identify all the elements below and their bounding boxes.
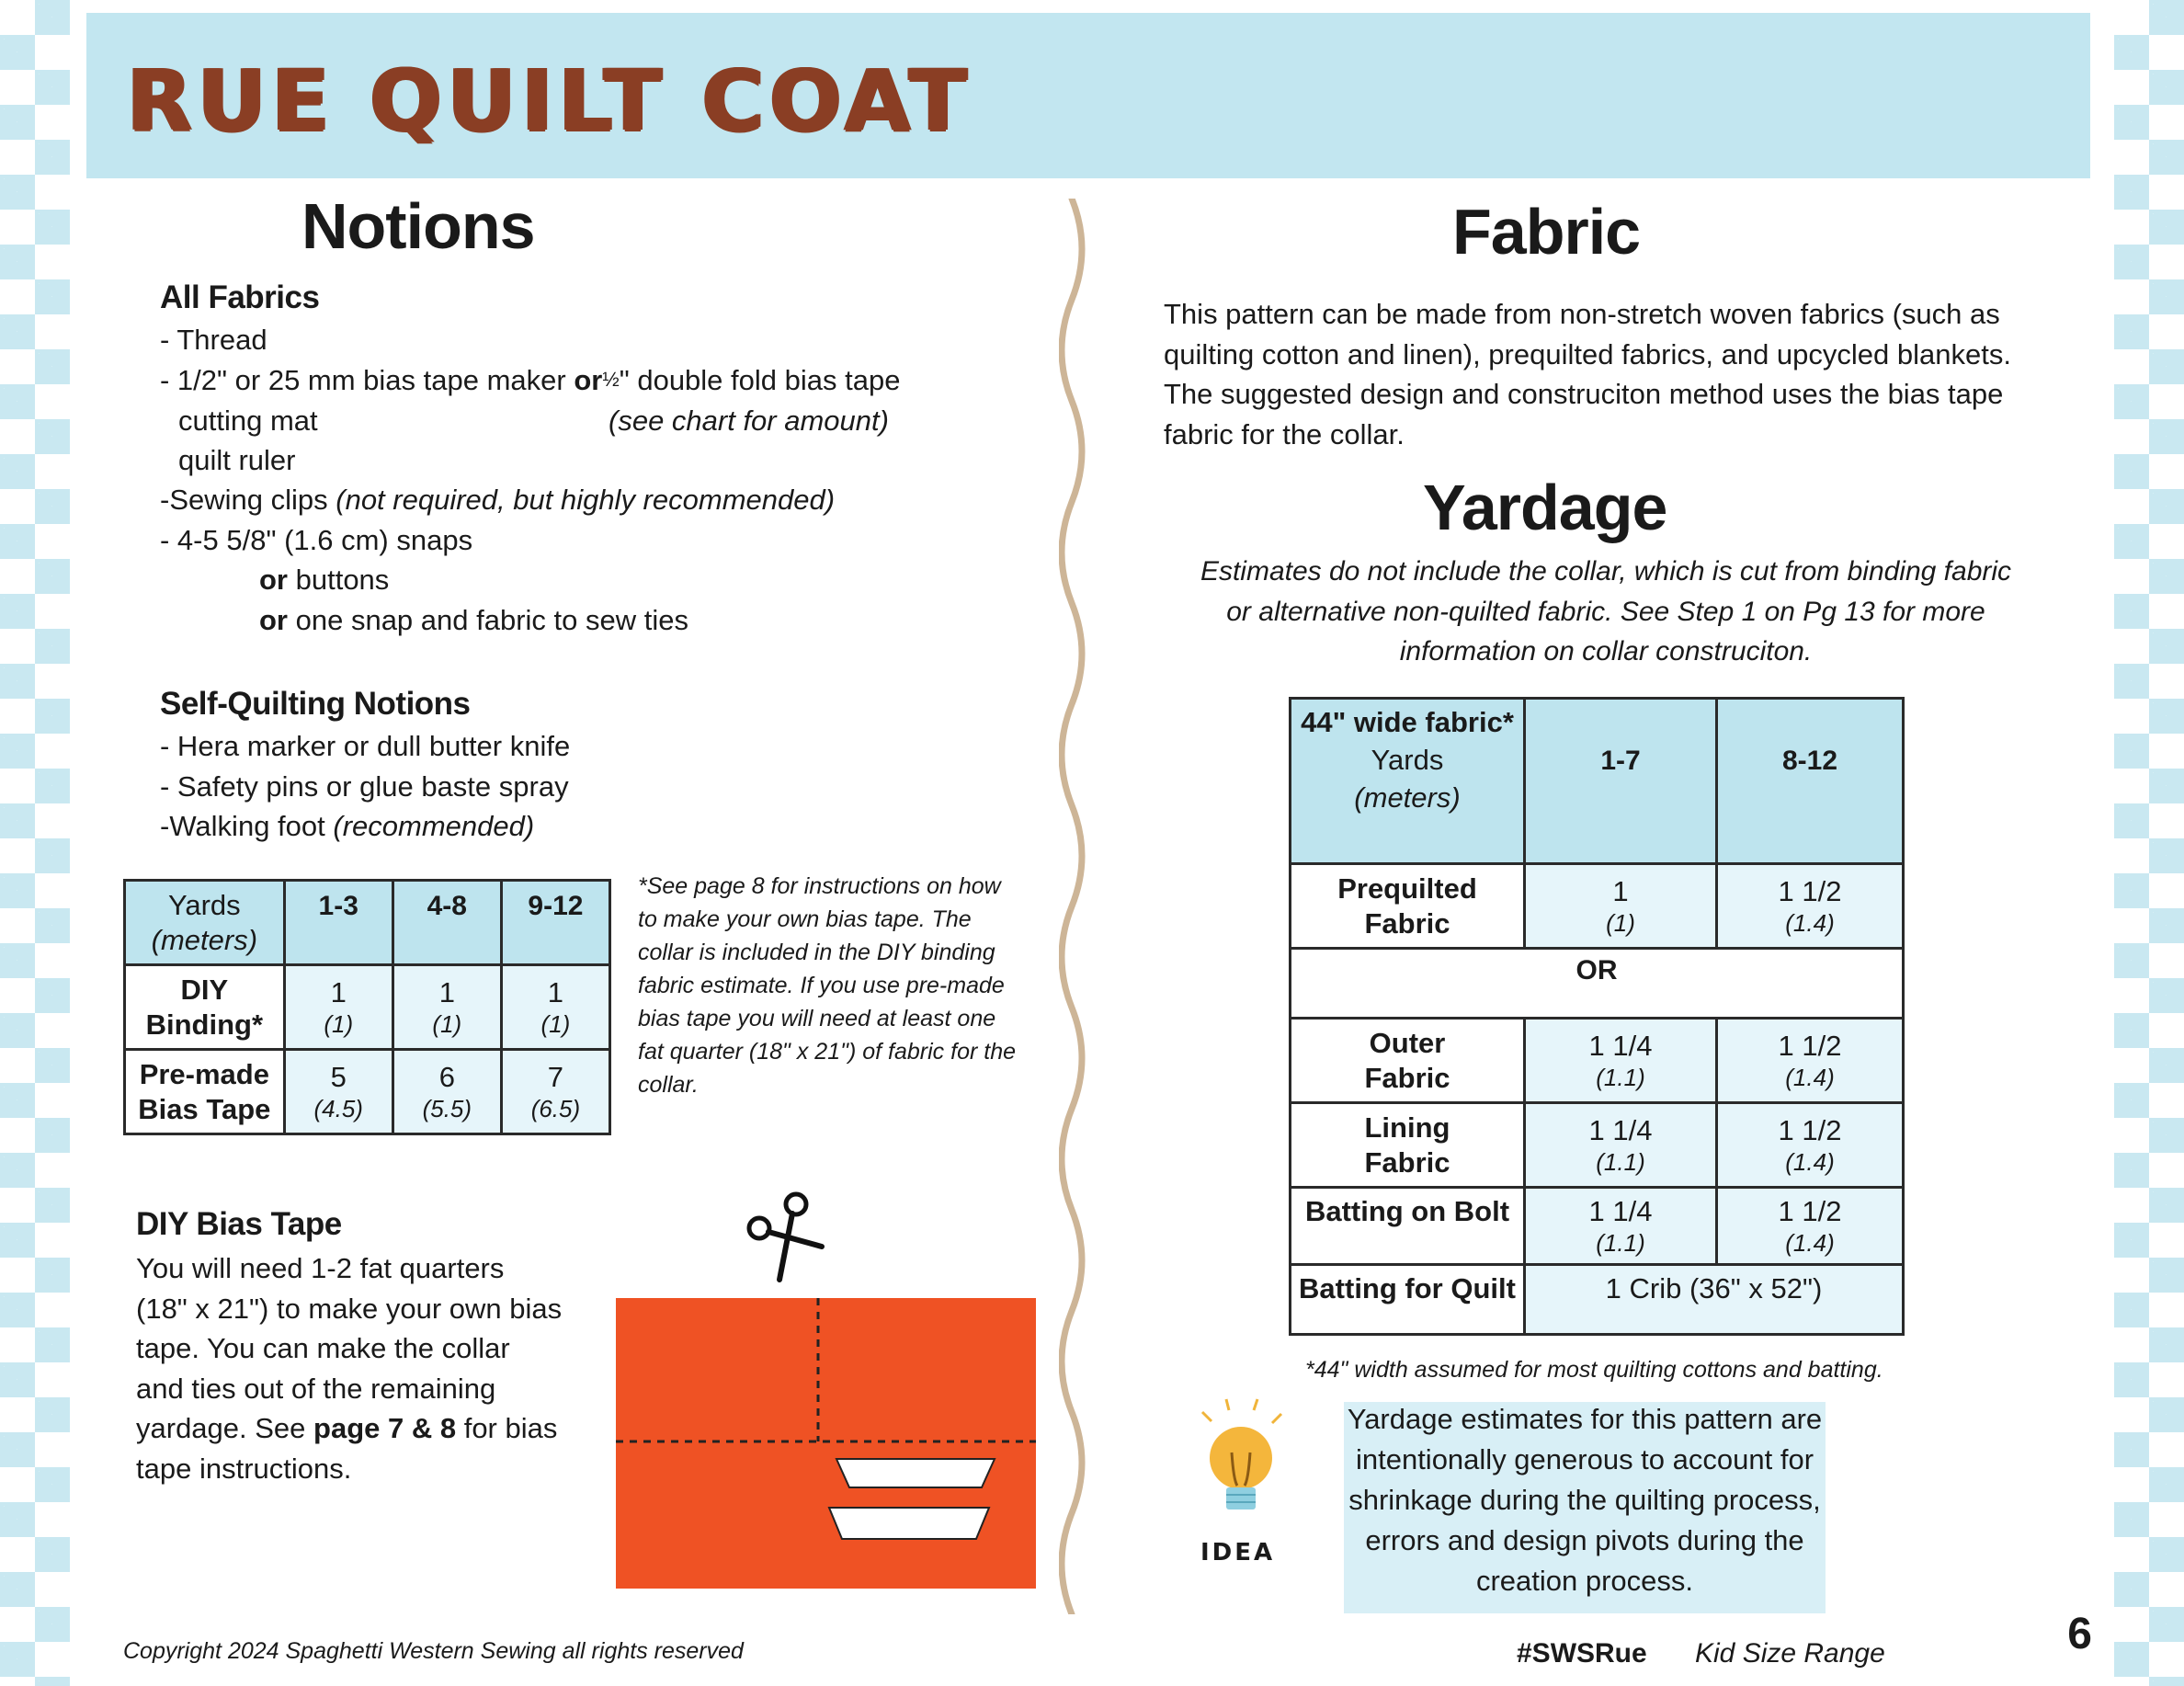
cutting-lines	[616, 1298, 1036, 1589]
notion-quilt-ruler: quilt ruler	[178, 444, 296, 476]
table-row	[1291, 699, 1904, 864]
notion-snaps: - 4-5 5/8" (1.6 cm) snaps	[160, 524, 473, 556]
or-divider-row: OR	[1291, 949, 1904, 1019]
diy-bias-tape-heading: DIY Bias Tape	[136, 1206, 342, 1242]
row-label-diy-binding: DIY Binding*	[125, 965, 285, 1050]
header-band	[86, 13, 2090, 178]
table-cell: 1 (1)	[392, 965, 501, 1050]
notion-bias-tape-maker: - 1/2" or 25 mm bias tape maker or½" double fold bias tape	[160, 364, 901, 396]
table-cell: 5 (4.5)	[284, 1050, 392, 1134]
table-row	[125, 1050, 610, 1134]
notion-cutting-mat: cutting mat	[178, 404, 318, 437]
table-row	[1291, 1188, 1904, 1265]
table-row	[1291, 1019, 1904, 1103]
self-quilting-heading: Self-Quilting Notions	[160, 686, 471, 722]
table-row	[125, 965, 610, 1050]
page-number: 6	[2067, 1610, 2092, 1658]
table-cell: 7 (6.5)	[501, 1050, 609, 1134]
table-cell: 1 1/2 (1.4)	[1717, 864, 1904, 949]
wavy-divider	[1059, 199, 1096, 1614]
table-header-size: 1-7	[1525, 699, 1717, 864]
fabric-heading: Fabric	[1452, 196, 1641, 268]
table-header-yards: Yards (meters)	[125, 881, 285, 965]
yardage-table	[1289, 697, 1905, 1336]
table-header-size: 1-3	[284, 881, 392, 965]
table-cell: 1 Crib (36" x 52")	[1525, 1265, 1904, 1335]
fabric-description: This pattern can be made from non-stretch woven fabrics (such as quilting cotton and linen), prequilted fabrics, and upcycled blankets. The suggested design and construciton method uses the bias tape fabric for the collar.	[1164, 298, 2011, 450]
table-cell: 6 (5.5)	[392, 1050, 501, 1134]
yardage-heading: Yardage	[1423, 472, 1667, 543]
table-cell: 1 (1)	[284, 965, 392, 1050]
scissors-icon	[743, 1191, 835, 1283]
table-cell: 1 1/4 (1.1)	[1525, 1019, 1717, 1103]
lightbulb-icon	[1189, 1397, 1291, 1535]
notion-thread: - Thread	[160, 324, 267, 356]
table-row	[125, 881, 610, 965]
notion-see-chart: (see chart for amount)	[609, 404, 889, 437]
fat-quarter-illustration	[616, 1298, 1036, 1589]
row-label-prequilted: Prequilted Fabric	[1291, 864, 1525, 949]
binding-table	[123, 879, 611, 1135]
table-cell: 1 1/4 (1.1)	[1525, 1188, 1717, 1265]
bias-strip-shape	[829, 1508, 989, 1539]
notions-heading: Notions	[301, 190, 535, 262]
table-cell: 1 (1)	[1525, 864, 1717, 949]
notion-sewing-clips: -Sewing clips (not required, but highly recommended)	[160, 484, 836, 516]
table-header-size: 8-12	[1717, 699, 1904, 864]
all-fabrics-heading: All Fabrics	[160, 279, 320, 315]
page-title: RUE QUILT COAT	[127, 51, 973, 150]
row-label-lining-fabric: Lining Fabric	[1291, 1103, 1525, 1188]
row-label-batting-quilt: Batting for Quilt	[1291, 1265, 1525, 1335]
row-label-premade-bias-tape: Pre-made Bias Tape	[125, 1050, 285, 1134]
checker-border-left	[0, 0, 70, 1686]
notion-ties: or one snap and fabric to sew ties	[259, 604, 688, 636]
table-cell: 1 1/2 (1.4)	[1717, 1103, 1904, 1188]
notion-walking-foot: -Walking foot (recommended)	[160, 810, 535, 842]
table-cell: 1 (1)	[501, 965, 609, 1050]
page	[70, 0, 2114, 1686]
table-row	[1291, 1103, 1904, 1188]
bias-strip-shape	[836, 1459, 995, 1487]
table-header-size: 4-8	[392, 881, 501, 965]
table-row	[1291, 1265, 1904, 1335]
row-label-batting-bolt: Batting on Bolt	[1291, 1188, 1525, 1265]
yardage-footnote: *44" width assumed for most quilting cottons and batting.	[1305, 1357, 1883, 1383]
table-row	[1291, 864, 1904, 949]
table-cell: 1 1/4 (1.1)	[1525, 1103, 1717, 1188]
notion-safety-pins: - Safety pins or glue baste spray	[160, 770, 569, 803]
table-header-fabric: 44" wide fabric* Yards (meters)	[1291, 699, 1525, 864]
idea-text: Yardage estimates for this pattern are intentionally generous to account for shrinkage during the quilting process, errors and design pivots during the creation process.	[1347, 1403, 1823, 1597]
table-cell: 1 1/2 (1.4)	[1717, 1188, 1904, 1265]
table-header-size: 9-12	[501, 881, 609, 965]
row-label-outer-fabric: Outer Fabric	[1291, 1019, 1525, 1103]
idea-label: IDEA	[1200, 1539, 1276, 1566]
table-row	[1291, 949, 1904, 1019]
hashtag: #SWSRue	[1517, 1638, 1647, 1669]
size-range: Kid Size Range	[1695, 1638, 1885, 1669]
copyright: Copyright 2024 Spaghetti Western Sewing all rights reserved	[123, 1638, 744, 1664]
yardage-estimate-note: Estimates do not include the collar, which is cut from binding fabric or alternative non-quilted fabric. See Step 1 on Pg 13 for more information on collar construciton.	[1200, 556, 2012, 666]
checker-border-right	[2114, 0, 2184, 1686]
notion-buttons: or buttons	[259, 564, 390, 596]
table-cell: 1 1/2 (1.4)	[1717, 1019, 1904, 1103]
bias-tape-footnote: *See page 8 for instructions on how to make your own bias tape. The collar is included in the DIY binding fabric estimate. If you use pre-made bias tape you will need at least one fat quarter (18" x 21") of fabric for the collar.	[638, 873, 1016, 1098]
diy-bias-tape-text: You will need 1-2 fat quarters (18" x 21") to make your own bias tape. You can make the collar and ties out of the remaining yardage. See page 7 & 8 for bias tape instructions.	[136, 1252, 563, 1485]
notion-hera-marker: - Hera marker or dull butter knife	[160, 730, 571, 762]
